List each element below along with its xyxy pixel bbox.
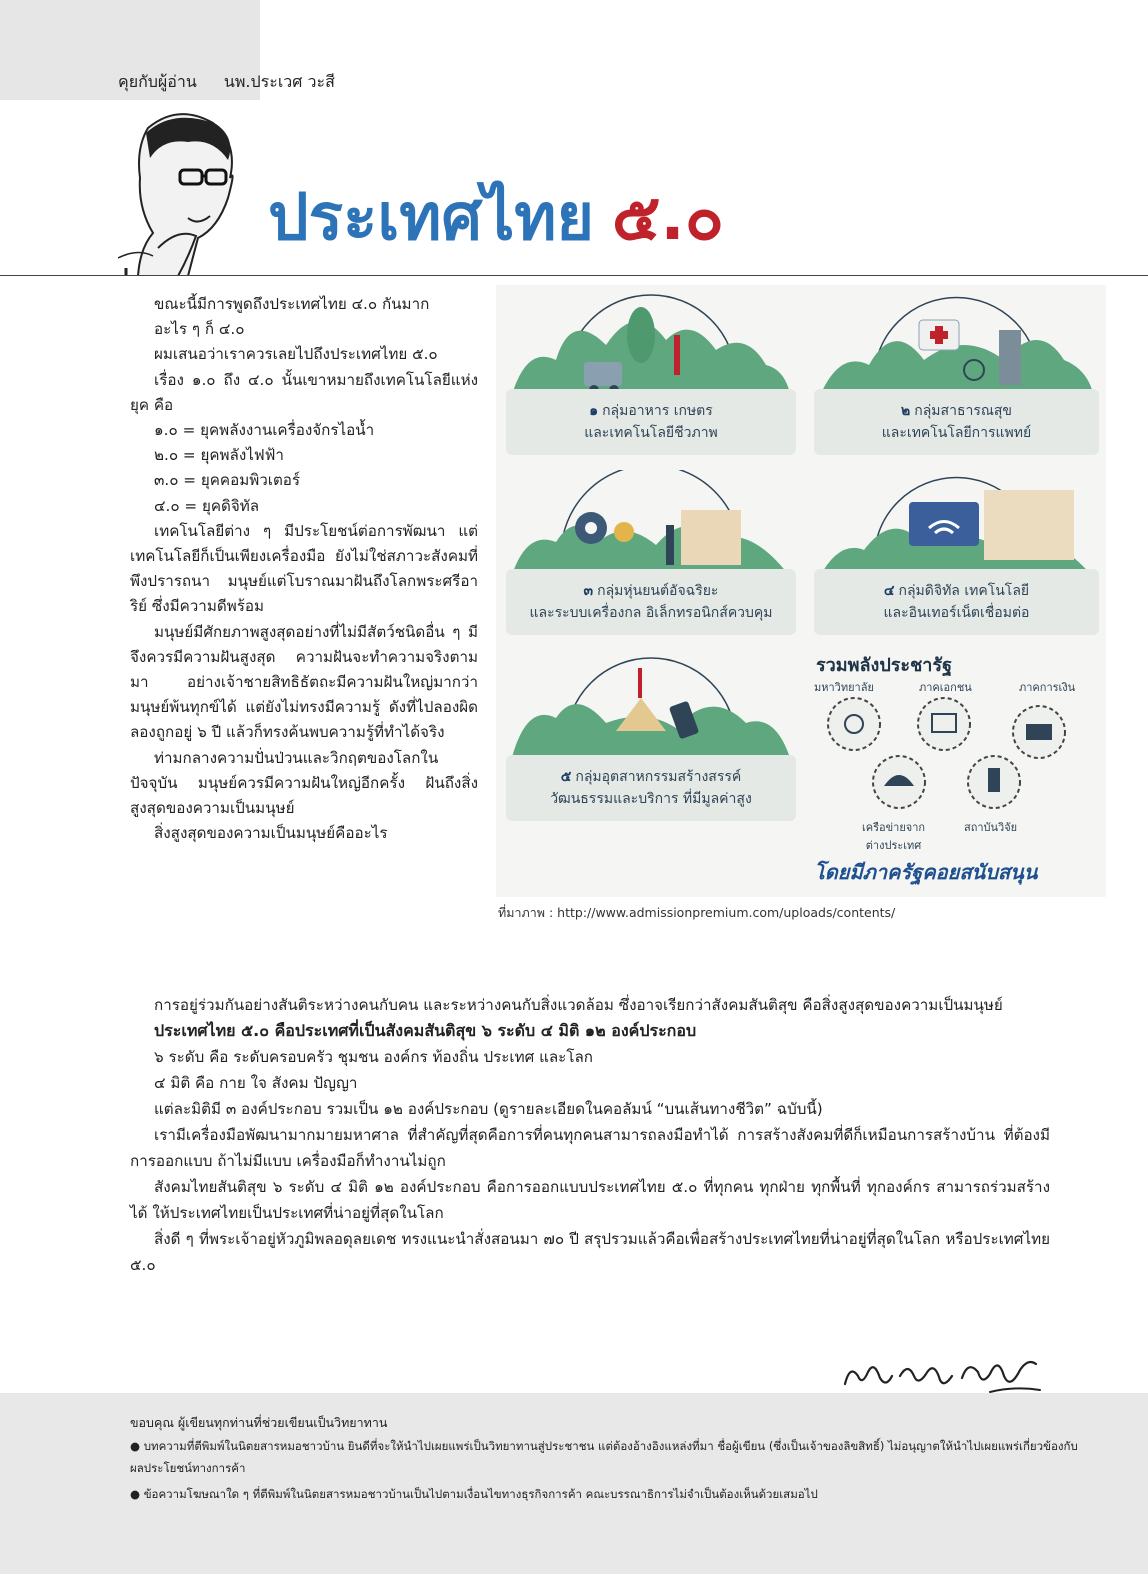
paragraph: เทคโนโลยีต่าง ๆ มีประโยชน์ต่อการพัฒนา แต่เทคโนโลยีก็เป็นเพียงเครื่องมือ ยังไม่ใช่สภาวะสังคมที่พึงปรารถนา มนุษย์แต่โบราณมาฝันถึงโลกพระศรีอาริย์ ซึ่งมีความดีพร้อม xyxy=(130,521,478,616)
paragraph: ขณะนี้มีการพูดถึงประเทศไทย ๔.๐ กันมาก xyxy=(154,295,430,313)
collab-title: รวมพลังประชารัฐ xyxy=(816,655,953,676)
collab-label: ภาคการเงิน xyxy=(1019,681,1076,694)
group-title: กลุ่มหุ่นยนต์อัจฉริยะ xyxy=(597,583,719,599)
key-statement: ประเทศไทย ๕.๐ คือประเทศที่เป็นสังคมสันติสุข ๖ ระดับ ๔ มิติ ๑๒ องค์ประกอบ xyxy=(154,1021,697,1040)
group-tile-5 xyxy=(506,653,796,821)
paragraph: มนุษย์มีศักยภาพสูงสุดอย่างที่ไม่มีสัตว์ชนิดอื่น ๆ มี จึงควรมีความฝันสูงสุด ความฝันจะทำความจริงตามมา อย่างเจ้าชายสิทธิธัตถะมีความฝันใหญ่มากว่ามนุษย์พ้นทุกข์ได้ แต่ยังไม่ทรงมีความรู้ ดังที่ไปลองผิดลองถูกอยู่ ๖ ปี แล้วก็ทรงค้นพบความรู้ที่ทำได้จริง xyxy=(130,622,478,742)
collab-circles xyxy=(814,694,1099,814)
group-number: ๕ xyxy=(560,769,572,785)
paragraph: ๖ ระดับ คือ ระดับครอบครัว ชุมชน องค์กร ท้องถิ่น ประเทศ และโลก xyxy=(154,1048,593,1066)
group-number: ๔ xyxy=(883,583,895,599)
author-signature xyxy=(840,1346,1045,1398)
paragraph: ๔ มิติ คือ กาย ใจ สังคม ปัญญา xyxy=(154,1074,358,1092)
left-column-text xyxy=(130,292,478,846)
creative-industry-illustration xyxy=(506,653,796,763)
column-name: คุยกับผู้อ่าน xyxy=(118,72,197,91)
group-label-3 xyxy=(506,569,796,635)
list-item: ๑.๐ = ยุคพลังงานเครื่องจักรไอน้ำ xyxy=(154,421,375,440)
group-subtitle: วัฒนธรรมและบริการ ที่มีมูลค่าสูง xyxy=(550,791,752,807)
collab-label: ต่างประเทศ xyxy=(865,839,922,852)
group-title: กลุ่มอาหาร เกษตร xyxy=(602,403,713,419)
paragraph: แต่ละมิติมี ๓ องค์ประกอบ รวมเป็น ๑๒ องค์ประกอบ (ดูรายละเอียดในคอลัมน์ “บนเส้นทางชีวิต” ฉบับนี้) xyxy=(154,1100,823,1118)
group-title: กลุ่มดิจิทัล เทคโนโลยี xyxy=(898,583,1030,599)
group-label-5 xyxy=(506,755,796,821)
group-subtitle: และเทคโนโลยีการแพทย์ xyxy=(881,425,1032,441)
body-text xyxy=(130,992,1050,1278)
group-title: กลุ่มสาธารณสุข xyxy=(914,403,1012,419)
list-item: ๔.๐ = ยุคดิจิทัล xyxy=(154,496,260,515)
page-title xyxy=(268,181,724,255)
group-tile-3 xyxy=(506,470,796,635)
collaboration-panel xyxy=(814,650,1099,890)
paragraph: เรามีเครื่องมือพัฒนามากมายมหาศาล ที่สำคัญที่สุดคือการที่คนทุกคนสามารถลงมือทำได้ การสร้างสังคมที่ดีก็เหมือนการสร้างบ้าน ที่ต้องมีการออกแบบ ถ้าไม่มีแบบ เครื่องมือก็ทำงานไม่ถูก xyxy=(130,1126,1050,1170)
agriculture-illustration xyxy=(506,290,796,400)
collab-label: มหาวิทยาลัย xyxy=(814,681,874,694)
paragraph: อะไร ๆ ก็ ๔.๐ xyxy=(154,320,245,339)
group-tile-4 xyxy=(814,470,1099,635)
group-subtitle: และอินเทอร์เน็ตเชื่อมต่อ xyxy=(883,605,1030,621)
collab-label: สถาบันวิจัย xyxy=(964,821,1018,834)
group-title: กลุ่มอุตสาหกรรมสร้างสรรค์ xyxy=(575,769,742,785)
footer-note: ● บทความที่ตีพิมพ์ในนิตยสารหมอชาวบ้าน ยินดีที่จะให้นำไปเผยแพร่เป็นวิทยาทานสู่ประชาชน แต่ต้องอ้างอิงแหล่งที่มา ชื่อผู้เขียน (ซึ่งเป็นเจ้าของลิขสิทธิ์) ไม่อนุญาตให้นำไปเผยแพร่เกี่ยวข้องกับผลประโยชน์ทางการค้า xyxy=(130,1439,1078,1475)
title-main: ประเทศไทย xyxy=(268,181,594,255)
collab-label-network xyxy=(862,818,925,854)
group-label-2 xyxy=(814,389,1099,455)
image-caption: ที่มาภาพ : http://www.admissionpremium.com/uploads/contents/ xyxy=(498,905,896,920)
infographic-thailand-4 xyxy=(496,285,1106,897)
paragraph: ผมเสนอว่าเราควรเลยไปถึงประเทศไทย ๕.๐ xyxy=(154,345,438,364)
group-number: ๒ xyxy=(901,403,911,419)
robotics-illustration xyxy=(506,470,796,580)
group-number: ๑ xyxy=(589,403,599,419)
footer-note: ● ข้อความโฆษณาใด ๆ ที่ตีพิมพ์ในนิตยสารหมอชาวบ้านเป็นไปตามเงื่อนไขทางธุรกิจการค้า คณะบรรณาธิการไม่จำเป็นต้องเห็นด้วยเสมอไป xyxy=(130,1487,818,1501)
group-subtitle: และเทคโนโลยีชีวภาพ xyxy=(584,425,718,441)
list-item: ๒.๐ = ยุคพลังไฟฟ้า xyxy=(154,446,284,465)
author-portrait-illustration xyxy=(118,108,248,276)
author-name: นพ.ประเวศ วะสี xyxy=(223,72,335,91)
header-rule xyxy=(0,275,1148,276)
group-tile-2 xyxy=(814,290,1099,455)
title-number: ๕.๐ xyxy=(611,181,724,255)
collab-label: ภาคเอกชน xyxy=(919,681,972,694)
paragraph: ท่ามกลางความปั่นป่วนและวิกฤตของโลกในปัจจุบัน มนุษย์ควรมีความฝันใหญ่อีกครั้ง ฝันถึงสิ่งสูงสุดของความเป็นมนุษย์ xyxy=(130,748,478,818)
footer-title: ขอบคุณ ผู้เขียนทุกท่านที่ช่วยเขียนเป็นวิทยาทาน xyxy=(130,1415,388,1430)
paragraph: เรื่อง ๑.๐ ถึง ๔.๐ นั้นเขาหมายถึงเทคโนโลยีแห่งยุค คือ xyxy=(130,370,478,414)
digital-illustration xyxy=(814,470,1099,580)
paragraph: สิ่งสูงสุดของความเป็นมนุษย์คืออะไร xyxy=(154,824,388,843)
group-number: ๓ xyxy=(583,583,594,599)
paragraph: การอยู่ร่วมกันอย่างสันติระหว่างคนกับคน และระหว่างคนกับสิ่งแวดล้อม ซึ่งอาจเรียกว่าสังคมสันติสุข คือสิ่งสูงสุดของความเป็นมนุษย์ xyxy=(154,996,1003,1014)
medical-illustration xyxy=(814,290,1099,400)
paragraph: สิ่งดี ๆ ที่พระเจ้าอยู่หัวภูมิพลอดุลยเดช ทรงแนะนำสั่งสอนมา ๗๐ ปี สรุปรวมแล้วคือเพื่อสร้างประเทศไทยที่น่าอยู่ที่สุดในโลก หรือประเทศไทย ๕.๐ xyxy=(130,1230,1050,1274)
group-tile-1 xyxy=(506,290,796,455)
group-label-1 xyxy=(506,389,796,455)
footer-notice xyxy=(0,1393,1148,1574)
group-label-4 xyxy=(814,569,1099,635)
column-label xyxy=(118,70,335,95)
collab-support: โดยมีภาครัฐคอยสนับสนุน xyxy=(814,860,1038,884)
paragraph: สังคมไทยสันติสุข ๖ ระดับ ๔ มิติ ๑๒ องค์ประกอบ คือการออกแบบประเทศไทย ๕.๐ ที่ทุกคน ทุกฝ่าย ทุกพื้นที่ ทุกองค์กร สามารถร่วมสร้างได้ ให้ประเทศไทยเป็นประเทศที่น่าอยู่ที่สุดในโลก xyxy=(130,1178,1050,1222)
list-item: ๓.๐ = ยุคคอมพิวเตอร์ xyxy=(154,471,301,490)
group-subtitle: และระบบเครื่องกล อิเล็กทรอนิกส์ควบคุม xyxy=(529,605,773,621)
collab-label: เครือข่ายจาก xyxy=(862,821,926,834)
